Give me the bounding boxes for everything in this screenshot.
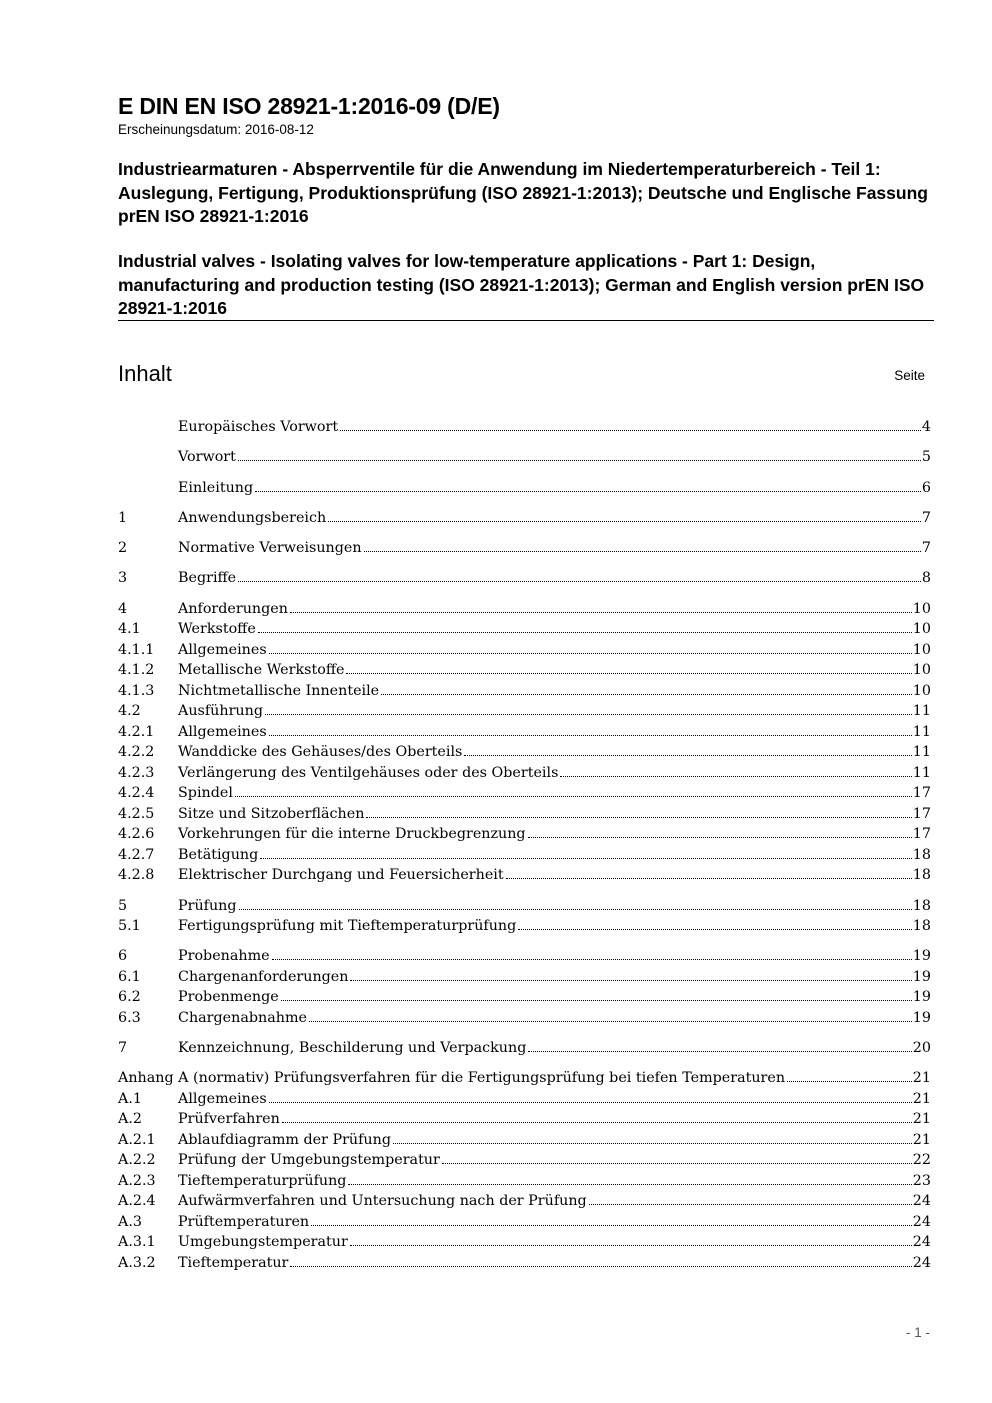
- toc-entry-title: Nichtmetallische Innenteile: [178, 682, 380, 699]
- toc-dot-leader: [281, 1000, 912, 1001]
- toc-entry[interactable]: [118, 660, 931, 681]
- toc-entry-title: Allgemeines: [178, 723, 267, 740]
- toc-entry[interactable]: [118, 1232, 931, 1253]
- toc-entry-number: 4.1.2: [118, 662, 155, 679]
- toc-entry[interactable]: [118, 568, 931, 589]
- toc-dot-leader: [269, 1102, 912, 1103]
- toc-entry-title: Allgemeines: [178, 1090, 267, 1107]
- toc-entry-page: 17: [912, 785, 931, 802]
- title-english: Industrial valves - Isolating valves for low-temperature applications - Part 1: Design, manufacturing and production testing (ISO 28921-1:2013); German and English version prEN ISO 28921-1:2016: [118, 251, 925, 318]
- toc-entry[interactable]: [118, 599, 931, 620]
- toc-entry[interactable]: [118, 447, 931, 468]
- toc-entry[interactable]: [118, 1191, 931, 1212]
- toc-entry[interactable]: [118, 538, 931, 559]
- toc-entry-number: A.1: [118, 1090, 142, 1107]
- toc-entry-title: Europäisches Vorwort: [178, 419, 339, 435]
- toc-entry[interactable]: [118, 701, 931, 722]
- toc-dot-leader: [589, 1204, 912, 1205]
- toc-entry[interactable]: [118, 640, 931, 661]
- toc-dot-leader: [787, 1081, 912, 1082]
- toc-entry-title: Umgebungstemperatur: [178, 1234, 348, 1251]
- toc-entry-page: 11: [912, 703, 931, 720]
- toc-entry-title: Fertigungsprüfung mit Tieftemperaturprüfung: [178, 918, 517, 935]
- toc-dot-leader: [235, 796, 912, 797]
- title-german: Industriearmaturen - Absperrventile für die Anwendung im Niedertemperaturbereich - Teil 1: Auslegung, Fertigung, Produktionsprüfung (ISO 28921-1:2013); Deutsche und Englische Fassung prEN ISO 28921-1:2016: [118, 159, 928, 226]
- toc-entry-number: 5.1: [118, 918, 141, 935]
- toc-entry-page: 22: [912, 1152, 931, 1169]
- toc-entry-page: 7: [921, 540, 931, 557]
- toc-dot-leader: [560, 776, 911, 777]
- toc-entry-title: Normative Verweisungen: [178, 540, 362, 557]
- toc-entry[interactable]: [118, 987, 931, 1008]
- toc-entry-number: 1: [118, 509, 128, 526]
- toc-entry[interactable]: [118, 1253, 931, 1274]
- toc-dot-leader: [269, 735, 912, 736]
- toc-dot-leader: [518, 929, 912, 930]
- toc-entry-title: Aufwärmverfahren und Untersuchung nach der Prüfung: [178, 1193, 587, 1210]
- toc-entry-number: 4.2.2: [118, 744, 155, 761]
- toc-entry-number: 3: [118, 570, 128, 587]
- toc-entry-number: 6.1: [118, 968, 141, 985]
- toc-entry[interactable]: [118, 478, 931, 499]
- toc-entry-page: 11: [912, 723, 931, 740]
- toc-entry-number: A.2: [118, 1111, 142, 1128]
- toc-entry-number: 4.2: [118, 703, 141, 720]
- toc-entry-title: Einleitung: [178, 479, 254, 496]
- table-of-contents: [118, 417, 931, 1273]
- toc-entry-number: 4.2.7: [118, 846, 155, 863]
- toc-entry-title: Betätigung: [178, 846, 259, 863]
- toc-entry[interactable]: [118, 967, 931, 988]
- toc-entry-title: Spindel: [178, 785, 233, 802]
- toc-dot-leader: [346, 673, 911, 674]
- toc-entry-number: 4.2.1: [118, 723, 155, 740]
- toc-entry-title: Prüfverfahren: [178, 1111, 280, 1128]
- toc-dot-leader: [348, 1184, 911, 1185]
- toc-dot-leader: [340, 430, 921, 431]
- toc-entry-number: 4: [118, 600, 128, 617]
- toc-entry-page: 18: [912, 846, 931, 863]
- toc-entry[interactable]: [118, 742, 931, 763]
- toc-dot-leader: [238, 460, 921, 461]
- toc-entry[interactable]: [118, 619, 931, 640]
- toc-entry-number: 4.1.1: [118, 641, 155, 658]
- toc-entry[interactable]: [118, 783, 931, 804]
- toc-dot-leader: [366, 817, 911, 818]
- toc-entry[interactable]: [118, 722, 931, 743]
- toc-entry-page: 23: [912, 1172, 931, 1189]
- toc-entry-page: 21: [912, 1111, 931, 1128]
- toc-entry[interactable]: [118, 508, 931, 529]
- toc-entry-number: A.2.3: [118, 1172, 156, 1189]
- toc-dot-leader: [290, 612, 912, 613]
- toc-entry-page: 18: [912, 897, 931, 914]
- toc-heading: Inhalt: [118, 361, 172, 386]
- toc-entry[interactable]: [118, 417, 931, 438]
- toc-entry-page: 10: [912, 682, 931, 699]
- document-id: E DIN EN ISO 28921-1:2016-09 (D/E): [118, 93, 500, 119]
- toc-dot-leader: [506, 878, 912, 879]
- toc-entry-number: 4.2.8: [118, 867, 155, 884]
- toc-entry-page: 10: [912, 662, 931, 679]
- toc-dot-leader: [265, 714, 912, 715]
- title-divider: [118, 320, 934, 321]
- toc-entry-number: 6: [118, 948, 128, 965]
- toc-entry-title: Vorkehrungen für die interne Druckbegrenzung: [178, 826, 526, 843]
- toc-dot-leader: [309, 1021, 912, 1022]
- toc-entry-number: 5: [118, 897, 128, 914]
- toc-entry-page: 24: [912, 1234, 931, 1251]
- toc-entry-page: 10: [912, 621, 931, 638]
- toc-entry-title: Prüftemperaturen: [178, 1213, 310, 1230]
- toc-entry-page: 18: [912, 867, 931, 884]
- toc-entry-number: 6.3: [118, 1009, 141, 1026]
- toc-dot-leader: [528, 1051, 911, 1052]
- toc-entry-title: Sitze und Sitzoberflächen: [178, 805, 365, 822]
- toc-entry-page: 19: [912, 948, 931, 965]
- toc-dot-leader: [272, 959, 912, 960]
- toc-entry[interactable]: [118, 1150, 931, 1171]
- toc-entry-page: 20: [912, 1040, 931, 1057]
- toc-entry-page: 5: [921, 449, 931, 466]
- toc-entry-title: Elektrischer Durchgang und Feuersicherheit: [178, 867, 504, 884]
- toc-entry-number: 4.2.6: [118, 826, 155, 843]
- toc-entry-page: 8: [921, 570, 931, 587]
- page-number: - 1 -: [905, 1325, 930, 1340]
- toc-entry-title: Tieftemperatur: [178, 1254, 289, 1271]
- toc-dot-leader: [528, 837, 912, 838]
- toc-entry-number: A.2.4: [118, 1193, 156, 1210]
- toc-entry[interactable]: [118, 763, 931, 784]
- toc-entry-title: Probenmenge: [178, 989, 279, 1006]
- toc-entry-number: 4.2.4: [118, 785, 155, 802]
- toc-entry-page: 21: [912, 1090, 931, 1107]
- toc-entry-page: 17: [912, 805, 931, 822]
- toc-entry-page: 4: [921, 419, 931, 435]
- toc-entry[interactable]: [118, 1068, 931, 1089]
- toc-entry-page: 19: [912, 989, 931, 1006]
- toc-entry-title: Verlängerung des Ventilgehäuses oder des Oberteils: [178, 764, 559, 781]
- toc-entry-number: 4.1.3: [118, 682, 155, 699]
- toc-entry-page: 11: [912, 744, 931, 761]
- toc-entry-title: Wanddicke des Gehäuses/des Oberteils: [178, 744, 463, 761]
- toc-entry[interactable]: [118, 681, 931, 702]
- toc-entry-title: Anwendungsbereich: [178, 509, 327, 526]
- toc-entry-page: 10: [912, 600, 931, 617]
- toc-entry-page: 11: [912, 764, 931, 781]
- toc-entry[interactable]: [118, 1130, 931, 1151]
- toc-entry-page: 24: [912, 1213, 931, 1230]
- toc-entry-page: 19: [912, 1009, 931, 1026]
- toc-entry-page: 7: [921, 509, 931, 526]
- toc-dot-leader: [464, 755, 911, 756]
- toc-entry-title: Ausführung: [178, 703, 263, 720]
- toc-entry-title: Chargenabnahme: [178, 1009, 307, 1026]
- toc-entry-page: 24: [912, 1254, 931, 1271]
- toc-entry[interactable]: [118, 916, 931, 937]
- toc-entry-page: 19: [912, 968, 931, 985]
- toc-entry-number: 7: [118, 1040, 128, 1057]
- toc-entry-title: Werkstoffe: [178, 621, 256, 638]
- toc-entry-page: 10: [912, 641, 931, 658]
- toc-entry-title: Tieftemperaturprüfung: [178, 1172, 347, 1189]
- toc-entry[interactable]: [118, 845, 931, 866]
- toc-entry-number: A.3.2: [118, 1254, 156, 1271]
- toc-entry-number: 2: [118, 540, 128, 557]
- toc-entry[interactable]: [118, 804, 931, 825]
- toc-entry[interactable]: [118, 824, 931, 845]
- toc-dot-leader: [311, 1225, 912, 1226]
- toc-dot-leader: [260, 858, 912, 859]
- toc-entry-title: Kennzeichnung, Beschilderung und Verpackung: [178, 1040, 527, 1057]
- toc-entry[interactable]: [118, 1171, 931, 1192]
- publication-date: Erscheinungsdatum: 2016-08-12: [118, 122, 314, 137]
- toc-entry-number: A.3: [118, 1213, 142, 1230]
- toc-entry-title: Anhang A (normativ) Prüfungsverfahren für die Fertigungsprüfung bei tiefen Temperaturen: [118, 1070, 786, 1087]
- toc-entry-page: 18: [912, 918, 931, 935]
- toc-entry-page: 17: [912, 826, 931, 843]
- toc-entry[interactable]: [118, 1089, 931, 1110]
- toc-entry-page: 21: [912, 1070, 931, 1087]
- toc-entry-number: A.2.1: [118, 1131, 156, 1148]
- toc-dot-leader: [381, 694, 912, 695]
- toc-entry-number: 4.2.5: [118, 805, 155, 822]
- toc-dot-leader: [238, 581, 921, 582]
- toc-entry[interactable]: [118, 1008, 931, 1029]
- toc-entry-number: 6.2: [118, 989, 141, 1006]
- toc-entry-title: Begriffe: [178, 570, 237, 587]
- toc-entry-title: Ablaufdiagramm der Prüfung: [178, 1131, 392, 1148]
- toc-entry-number: A.2.2: [118, 1152, 156, 1169]
- toc-entry-number: 4.2.3: [118, 764, 155, 781]
- toc-entry[interactable]: [118, 896, 931, 917]
- toc-dot-leader: [350, 980, 911, 981]
- toc-entry[interactable]: [118, 1212, 931, 1233]
- toc-dot-leader: [350, 1245, 912, 1246]
- toc-entry-number: 4.1: [118, 621, 141, 638]
- toc-entry-title: Prüfung: [178, 897, 237, 914]
- toc-entry-title: Probenahme: [178, 948, 270, 965]
- toc-dot-leader: [364, 551, 921, 552]
- toc-entry-title: Allgemeines: [178, 641, 267, 658]
- toc-entry[interactable]: [118, 1038, 931, 1059]
- toc-dot-leader: [442, 1163, 912, 1164]
- toc-dot-leader: [255, 491, 921, 492]
- toc-entry-title: Anforderungen: [178, 600, 288, 617]
- toc-dot-leader: [290, 1266, 911, 1267]
- toc-entry-title: Prüfung der Umgebungstemperatur: [178, 1152, 440, 1169]
- toc-entry-number: A.3.1: [118, 1234, 156, 1251]
- toc-entry[interactable]: [118, 946, 931, 967]
- toc-dot-leader: [239, 909, 912, 910]
- toc-dot-leader: [328, 521, 921, 522]
- toc-entry-page: 24: [912, 1193, 931, 1210]
- toc-dot-leader: [393, 1143, 912, 1144]
- toc-entry[interactable]: [118, 1109, 931, 1130]
- toc-dot-leader: [258, 632, 912, 633]
- toc-page-column-label: Seite: [894, 368, 925, 383]
- toc-entry-title: Metallische Werkstoffe: [178, 662, 345, 679]
- toc-entry-page: 21: [912, 1131, 931, 1148]
- toc-entry-page: 6: [921, 479, 931, 496]
- toc-dot-leader: [282, 1122, 912, 1123]
- toc-entry[interactable]: [118, 865, 931, 886]
- toc-entry-title: Vorwort: [178, 449, 236, 466]
- toc-entry-title: Chargenanforderungen: [178, 968, 349, 985]
- toc-dot-leader: [269, 653, 912, 654]
